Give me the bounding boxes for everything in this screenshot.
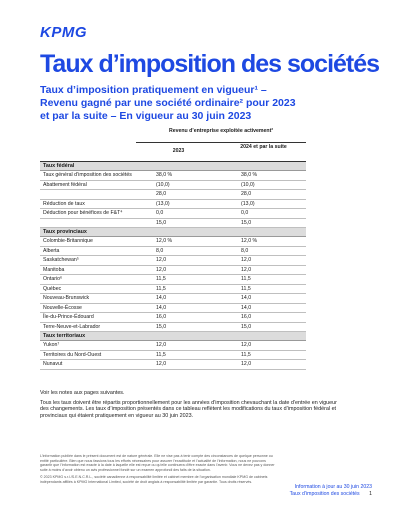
row-label: Québec — [43, 285, 62, 292]
table-row — [40, 171, 306, 181]
cell-2024-onward: 28,0 — [241, 191, 252, 198]
row-label: Yukon⁷ — [43, 342, 60, 349]
table-row — [40, 313, 306, 323]
cell-2023: 28,0 — [156, 191, 167, 198]
table-row — [40, 360, 306, 370]
cell-2024-onward: 15,0 — [241, 323, 252, 330]
row-label: Taux général d’imposition des sociétés — [43, 172, 132, 179]
page-number: 1 — [369, 491, 372, 497]
table-row — [40, 237, 306, 247]
table-header — [40, 126, 306, 162]
cell-2024-onward: 16,0 — [241, 314, 252, 321]
group-header: Revenu d’entreprise exploitée activement³ — [168, 128, 274, 134]
page-subtitle — [40, 84, 370, 123]
cell-2024-onward: 14,0 — [241, 304, 252, 311]
cell-2023: 12,0 % — [156, 238, 173, 245]
row-label: Réduction de taux — [43, 200, 85, 207]
row-label: Alberta — [43, 247, 60, 254]
notes-paragraph-2: Tous les taux doivent être répartis proportionnellement pour les années d’imposition chevauchant la date d’entrée en vigueur des changements. Les taux d’imposition présentés dans ce tableau reflètent les modifications du taux d’imposition fédéral et provinciaux qui étaient pratiquement en vigueur au 30 juin 2023. — [40, 399, 337, 419]
cell-2024-onward: 8,0 — [241, 247, 249, 254]
cell-2023: 11,5 — [156, 276, 166, 283]
footer-doc-line — [290, 491, 372, 498]
disclaimer-paragraph-1: L’information publiée dans le présent document est de nature générale. Elle ne vise pas à tenir compte des circonstances de quelque personne ou entité particulière. Bien que nous fassions tous les efforts nécessaires pour assurer l’exactitude et l’actualité de l’information, nous ne pouvons garantir que l’information est exacte à la date à laquelle elle est reçue ou qu’elle continuera d’être exacte dans l’avenir. Vous ne devez pas y donner suite à moins d’avoir obtenu un avis professionnel fondé sur un examen approfondi des faits de la situation. — [40, 454, 275, 472]
cell-2023: 16,0 — [156, 314, 167, 321]
row-label: Nouveau-Brunswick — [43, 295, 90, 302]
subtitle-line-1: Taux d’imposition pratiquement en vigueur¹ – — [40, 84, 267, 96]
cell-2024-onward: 12,0 — [241, 257, 252, 264]
section-header: Taux provinciaux — [40, 228, 306, 237]
cell-2024-onward: 14,0 — [241, 295, 252, 302]
row-label: Manitoba — [43, 266, 65, 273]
row-label: Nouvelle-Écosse — [43, 304, 82, 311]
row-label: Colombie-Britannique — [43, 238, 93, 245]
page-title: Taux d’imposition des sociétés — [40, 50, 380, 78]
cell-2023: 11,5 — [156, 285, 166, 292]
row-label — [40, 222, 136, 224]
row-label: Territoires du Nord-Ouest — [43, 351, 102, 358]
table-row — [40, 200, 306, 210]
table-row — [40, 181, 306, 191]
column-header-2024-onward: 2024 et par la suite — [240, 144, 287, 150]
row-label: Ontario⁶ — [43, 276, 63, 283]
table-row — [40, 351, 306, 361]
section-header: Taux fédéral — [40, 162, 306, 171]
table-row — [40, 275, 306, 285]
cell-2024-onward: 15,0 — [241, 219, 252, 226]
notes-paragraph-1: Voir les notes aux pages suivantes. — [40, 390, 125, 396]
row-label: Saskatchewan⁵ — [43, 257, 79, 264]
notes — [40, 390, 340, 422]
footer-doc-label: Taux d’imposition des sociétés — [289, 491, 360, 497]
cell-2024-onward: 11,5 — [241, 276, 251, 283]
cell-2023: 12,0 — [156, 266, 167, 273]
cell-2024-onward: 38,0 % — [241, 172, 258, 179]
cell-2024-onward: 12,0 — [241, 266, 252, 273]
table-row — [40, 285, 306, 295]
cell-2024-onward: 0,0 — [241, 210, 249, 217]
cell-2024-onward: (13,0) — [241, 200, 255, 207]
cell-2023: (13,0) — [156, 200, 170, 207]
cell-2024-onward: 12,0 % — [241, 238, 258, 245]
table-row — [40, 219, 306, 229]
table-row — [40, 266, 306, 276]
header-bottom-rule — [40, 161, 306, 162]
cell-2024-onward: 12,0 — [241, 361, 252, 368]
cell-2023: 8,0 — [156, 247, 164, 254]
row-label: Abattement fédéral — [43, 181, 87, 188]
page-footer — [290, 484, 372, 498]
cell-2023: 14,0 — [156, 304, 167, 311]
cell-2023: 38,0 % — [156, 172, 173, 179]
disclaimer — [40, 454, 275, 488]
cell-2023: 12,0 — [156, 342, 167, 349]
kpmg-logo: KPMG — [40, 24, 87, 41]
row-label: Déduction pour bénéfices de F&T⁴ — [43, 210, 123, 217]
cell-2023: 14,0 — [156, 295, 167, 302]
table-row — [40, 294, 306, 304]
cell-2024-onward: 12,0 — [241, 342, 252, 349]
row-label: Île-du-Prince-Édouard — [43, 314, 94, 321]
tax-rate-table — [40, 126, 306, 370]
cell-2024-onward: 11,5 — [241, 285, 251, 292]
table-row — [40, 323, 306, 333]
table-row — [40, 209, 306, 219]
row-label: Terre-Neuve-et-Labrador — [43, 323, 101, 330]
cell-2023: 12,0 — [156, 361, 167, 368]
cell-2023: 0,0 — [156, 210, 164, 217]
table-row — [40, 304, 306, 314]
cell-2023: 12,0 — [156, 257, 167, 264]
cell-2023: 11,5 — [156, 351, 166, 358]
cell-2023: 15,0 — [156, 323, 167, 330]
cell-2024-onward: 11,5 — [241, 351, 251, 358]
table-row — [40, 256, 306, 266]
subtitle-line-2: Revenu gagné par une société ordinaire² pour 2023 — [40, 97, 296, 109]
section-header: Taux territoriaux — [40, 332, 306, 341]
disclaimer-paragraph-2: © 2023 KPMG s.r.l./S.E.N.C.R.L., société canadienne à responsabilité limitée et cabinet membre de l’organisation mondiale KPMG de cabinets indépendants affiliés à KPMG International Limited, société de droit anglais à responsabilité limitée par garantie. Tous droits réservés. — [40, 475, 268, 484]
cell-2023: 15,0 — [156, 219, 167, 226]
cell-2023: (10,0) — [156, 181, 170, 188]
row-label: Nunavut — [43, 361, 63, 368]
table-body — [40, 162, 306, 370]
column-header-2023: 2023 — [172, 148, 185, 154]
header-rule — [136, 142, 306, 143]
footer-date: Information à jour au 30 juin 2023 — [294, 484, 372, 490]
table-row — [40, 190, 306, 200]
cell-2024-onward: (10,0) — [241, 181, 255, 188]
table-row — [40, 341, 306, 351]
subtitle-line-3: et par la suite – En vigueur au 30 juin 2023 — [40, 110, 252, 122]
row-label — [40, 193, 136, 195]
table-row — [40, 247, 306, 257]
